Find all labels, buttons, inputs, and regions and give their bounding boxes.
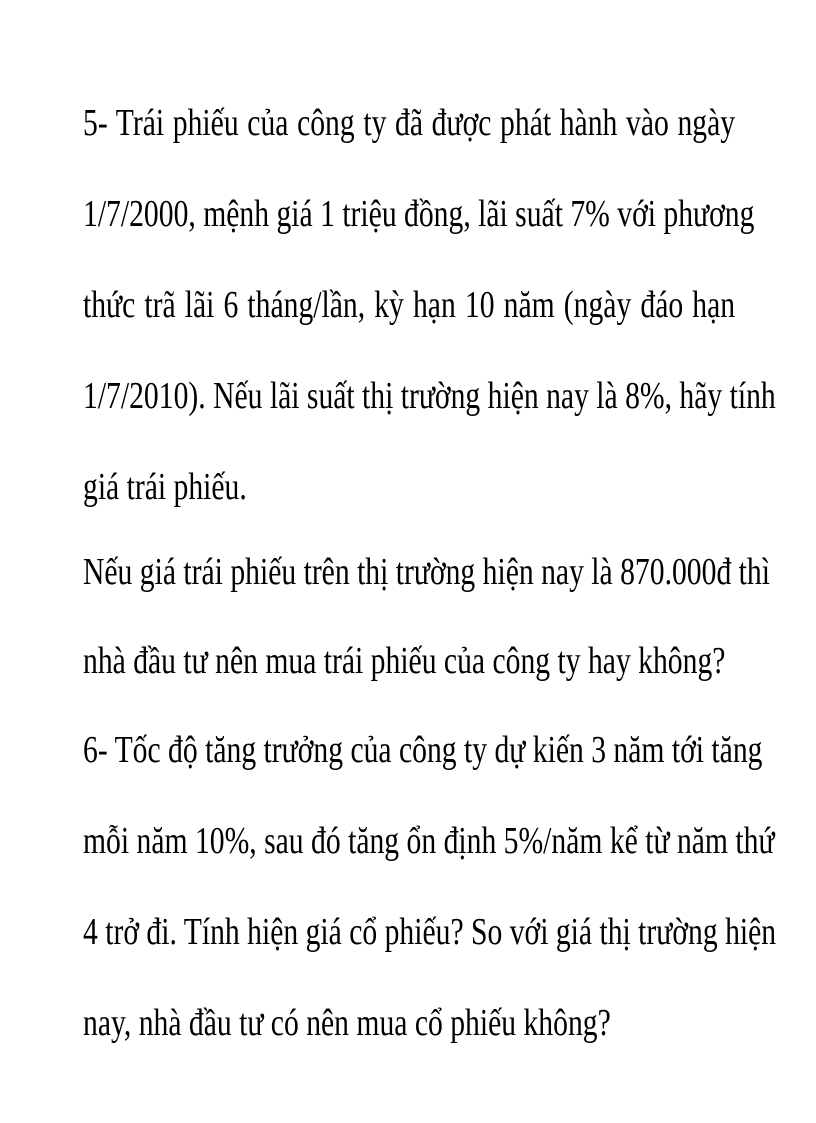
- question-6-line-1: 6- Tốc độ tăng trưởng của công ty dự kiến 3 năm tới tăng: [83, 729, 763, 771]
- question-6-line-3: 4 trở đi. Tính hiện giá cổ phiếu? So với giá thị trường hiện: [83, 911, 777, 953]
- question-5-line-5: giá trái phiếu.: [83, 466, 247, 508]
- question-5-line-4: 1/7/2010). Nếu lãi suất thị trường hiện nay là 8%, hãy tính: [83, 375, 776, 417]
- question-6-line-4: nay, nhà đầu tư có nên mua cổ phiếu không?: [83, 1002, 611, 1044]
- question-5-line-2: 1/7/2000, mệnh giá 1 triệu đồng, lãi suất 7% với phương: [83, 193, 755, 235]
- question-5-line-1: 5- Trái phiếu của công ty đã được phát hành vào ngày: [83, 102, 736, 144]
- question-6-line-2: mỗi năm 10%, sau đó tăng ổn định 5%/năm kể từ năm thứ: [83, 820, 775, 862]
- question-5-followup-line-1: Nếu giá trái phiếu trên thị trường hiện nay là 870.000đ thì: [83, 551, 770, 593]
- question-5-followup-line-2: nhà đầu tư nên mua trái phiếu của công ty hay không?: [83, 640, 726, 682]
- question-5-line-3: thức trã lãi 6 tháng/lần, kỳ hạn 10 năm (ngày đáo hạn: [83, 284, 736, 326]
